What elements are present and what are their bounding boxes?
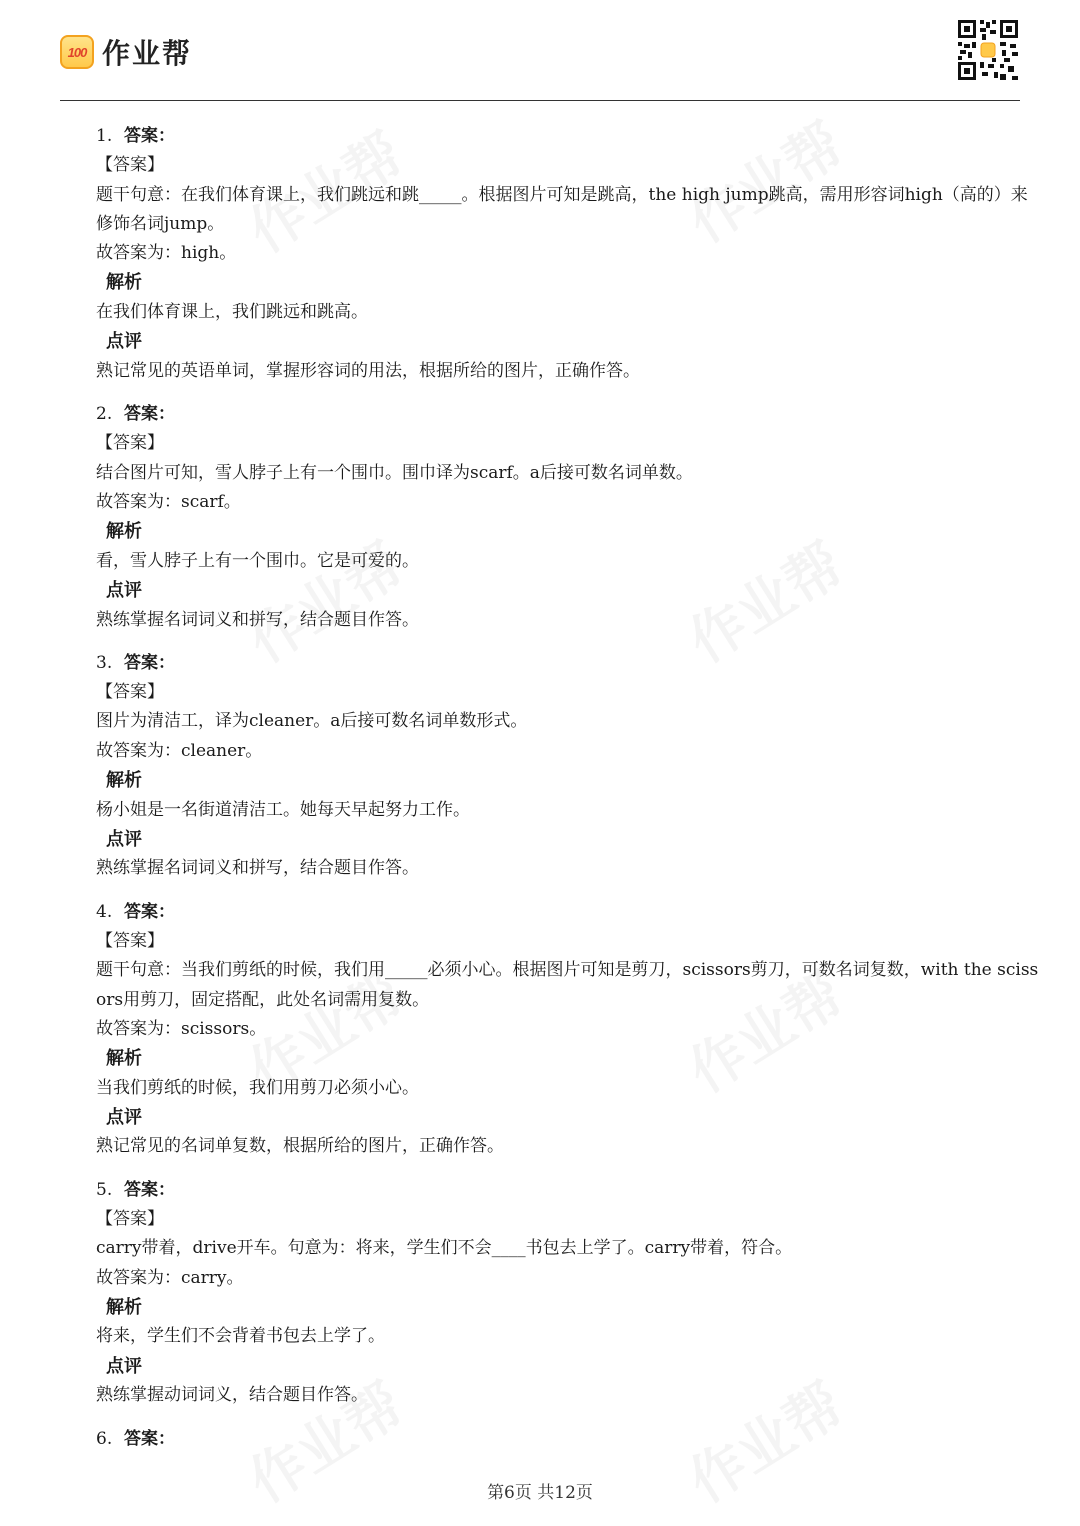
question-block — [96, 898, 1041, 1162]
question-title — [96, 400, 1041, 429]
answer-text: 结合图片可知，雪人脖子上有一个围巾。围巾译为scarf。a后接可数名词单数。 — [96, 462, 693, 483]
analysis-label: 解析 — [106, 1048, 142, 1070]
page-footer: 第6页 共12页 — [487, 1483, 593, 1503]
logo-badge-icon: 100 — [60, 35, 94, 69]
analysis-text: 看，雪人脖子上有一个围巾。它是可爱的。 — [96, 550, 419, 571]
comment-label: 点评 — [106, 828, 142, 850]
question-head: 答案： — [124, 1179, 175, 1200]
final-answer: 故答案为：high。 — [96, 243, 237, 264]
question-number: 4. — [96, 901, 113, 922]
comment-text: 熟练掌握名词词义和拼写，结合题目作答。 — [96, 858, 419, 879]
analysis-label: 解析 — [106, 272, 142, 294]
comment-label: 点评 — [106, 580, 142, 602]
answer-text: 题干句意：在我们体育课上，我们跳远和跳_____。根据图片可知是跳高，the high jump跳高，需用形容词high（高的）来修饰名词jump。 — [96, 184, 1028, 234]
question-block — [96, 1425, 1041, 1454]
comment-text: 熟练掌握动词词义，结合题目作答。 — [96, 1385, 368, 1406]
final-answer: 故答案为：carry。 — [96, 1267, 244, 1288]
answer-text: carry带着，drive开车。句意为：将来，学生们不会____书包去上学了。carry带着，符合。 — [96, 1238, 793, 1259]
question-title — [96, 898, 1041, 927]
answer-text: 图片为清洁工，译为cleaner。a后接可数名词单数形式。 — [96, 711, 528, 732]
comment-text: 熟记常见的英语单词，掌握形容词的用法，根据所给的图片，正确作答。 — [96, 360, 640, 381]
question-number: 2. — [96, 404, 113, 425]
question-number: 3. — [96, 652, 113, 673]
question-head: 答案： — [124, 404, 175, 425]
final-answer: 故答案为：scissors。 — [96, 1018, 267, 1039]
question-head: 答案： — [124, 126, 175, 146]
answer-bracket: 【答案】 — [96, 433, 164, 454]
analysis-text: 将来，学生们不会背着书包去上学了。 — [96, 1326, 385, 1347]
question-title — [96, 1425, 1041, 1454]
question-title — [96, 122, 1041, 151]
zuoyebang-logo — [60, 32, 192, 72]
analysis-label: 解析 — [106, 770, 142, 792]
final-answer: 故答案为：scarf。 — [96, 491, 241, 512]
comment-label: 点评 — [106, 331, 142, 353]
comment-label: 点评 — [106, 1106, 142, 1128]
question-block — [96, 649, 1041, 884]
comment-label: 点评 — [106, 1355, 142, 1377]
answer-bracket: 【答案】 — [96, 155, 164, 176]
answer-bracket: 【答案】 — [96, 930, 164, 951]
analysis-label: 解析 — [106, 521, 142, 543]
header-divider — [60, 100, 1020, 101]
answer-bracket: 【答案】 — [96, 1209, 164, 1230]
qr-code-icon — [956, 18, 1020, 82]
analysis-text: 杨小姐是一名街道清洁工。她每天早起努力工作。 — [96, 799, 470, 820]
final-answer: 故答案为：cleaner。 — [96, 740, 263, 761]
question-block — [96, 400, 1041, 635]
page-header — [0, 0, 1080, 102]
logo-text: 作业帮 — [102, 37, 193, 70]
analysis-label: 解析 — [106, 1296, 142, 1318]
answer-bracket: 【答案】 — [96, 682, 164, 703]
analysis-text: 当我们剪纸的时候，我们用剪刀必须小心。 — [96, 1077, 419, 1098]
question-block — [96, 122, 1041, 386]
analysis-text: 在我们体育课上，我们跳远和跳高。 — [96, 301, 368, 322]
answer-text: 题干句意：当我们剪纸的时候，我们用_____必须小心。根据图片可知是剪刀，scissors剪刀，可数名词复数，with the scissors用剪刀，固定搭配，此处名词需用复数。 — [96, 960, 1039, 1010]
question-number: 6. — [96, 1428, 113, 1449]
question-title — [96, 1176, 1041, 1205]
answer-content — [96, 122, 1041, 1468]
question-block — [96, 1176, 1041, 1411]
question-head: 答案： — [124, 901, 175, 922]
comment-text: 熟练掌握名词词义和拼写，结合题目作答。 — [96, 609, 419, 630]
question-number: 5. — [96, 1179, 113, 1200]
question-head: 答案： — [124, 652, 175, 673]
comment-text: 熟记常见的名词单复数，根据所给的图片，正确作答。 — [96, 1136, 504, 1157]
question-title — [96, 649, 1041, 678]
question-number: 1. — [96, 126, 113, 146]
question-head: 答案： — [124, 1428, 175, 1449]
